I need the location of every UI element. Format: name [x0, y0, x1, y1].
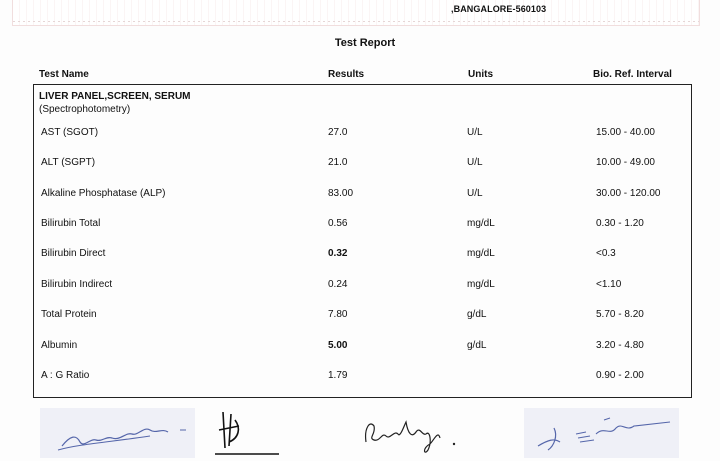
test-reference: 3.20 - 4.80: [596, 340, 644, 351]
test-result: 27.0: [328, 127, 348, 138]
test-name: Total Protein: [41, 309, 97, 320]
test-name: Albumin: [41, 340, 78, 351]
signature-1: [40, 408, 195, 458]
test-name: Bilirubin Total: [41, 218, 101, 229]
signature-3: [360, 408, 470, 458]
test-reference: <0.3: [596, 248, 616, 259]
letterhead-border: [12, 0, 700, 26]
table-row: [0, 157, 720, 171]
test-name: Bilirubin Direct: [41, 248, 106, 259]
table-row: [0, 370, 720, 384]
column-header-reference: Bio. Ref. Interval: [593, 69, 672, 80]
column-header-test-name: Test Name: [39, 69, 89, 80]
test-unit: mg/dL: [467, 218, 495, 229]
test-reference: 10.00 - 49.00: [596, 157, 655, 168]
signature-3-scribble: [360, 408, 470, 458]
test-unit: U/L: [467, 157, 483, 168]
test-result: 21.0: [328, 157, 348, 168]
test-unit: g/dL: [467, 340, 487, 351]
test-name: Bilirubin Indirect: [41, 279, 113, 290]
column-header-units: Units: [468, 69, 493, 80]
table-row: [0, 309, 720, 323]
test-result-flagged: 5.00: [328, 340, 348, 351]
table-row: [0, 127, 720, 141]
test-unit: mg/dL: [467, 248, 495, 259]
test-reference: 15.00 - 40.00: [596, 127, 655, 138]
test-result: 7.80: [328, 309, 348, 320]
letterhead-dotted-line: [13, 21, 699, 22]
test-result-flagged: 0.32: [328, 248, 348, 259]
column-header-results: Results: [328, 69, 365, 80]
report-title: Test Report: [334, 37, 396, 49]
test-reference: 5.70 - 8.20: [596, 309, 644, 320]
signature-4-scribble: [524, 408, 679, 458]
signature-2: [205, 408, 285, 458]
test-reference: 0.30 - 1.20: [596, 218, 644, 229]
test-result: 0.56: [328, 218, 348, 229]
test-unit: U/L: [467, 188, 483, 199]
table-row: [0, 218, 720, 232]
test-unit: g/dL: [467, 309, 487, 320]
lab-address: ,BANGALORE-560103: [451, 4, 547, 14]
test-name: AST (SGOT): [41, 127, 99, 138]
panel-title: LIVER PANEL,SCREEN, SERUM: [39, 91, 191, 102]
test-name: Alkaline Phosphatase (ALP): [41, 188, 166, 199]
test-reference: 30.00 - 120.00: [596, 188, 661, 199]
test-reference: <1.10: [596, 279, 622, 290]
test-reference: 0.90 - 2.00: [596, 370, 644, 381]
table-row: [0, 279, 720, 293]
test-result: 0.24: [328, 279, 348, 290]
panel-method: (Spectrophotometry): [39, 104, 131, 115]
test-result: 83.00: [328, 188, 354, 199]
table-row: [0, 340, 720, 354]
signature-1-scribble: [40, 408, 195, 458]
test-name: ALT (SGPT): [41, 157, 96, 168]
signature-2-scribble: [205, 408, 285, 458]
table-row: [0, 188, 720, 202]
test-result: 1.79: [328, 370, 348, 381]
signature-area: [0, 404, 720, 461]
test-name: A : G Ratio: [41, 370, 90, 381]
test-unit: U/L: [467, 127, 483, 138]
test-unit: mg/dL: [467, 279, 495, 290]
table-row: [0, 248, 720, 262]
signature-4: [524, 408, 679, 458]
